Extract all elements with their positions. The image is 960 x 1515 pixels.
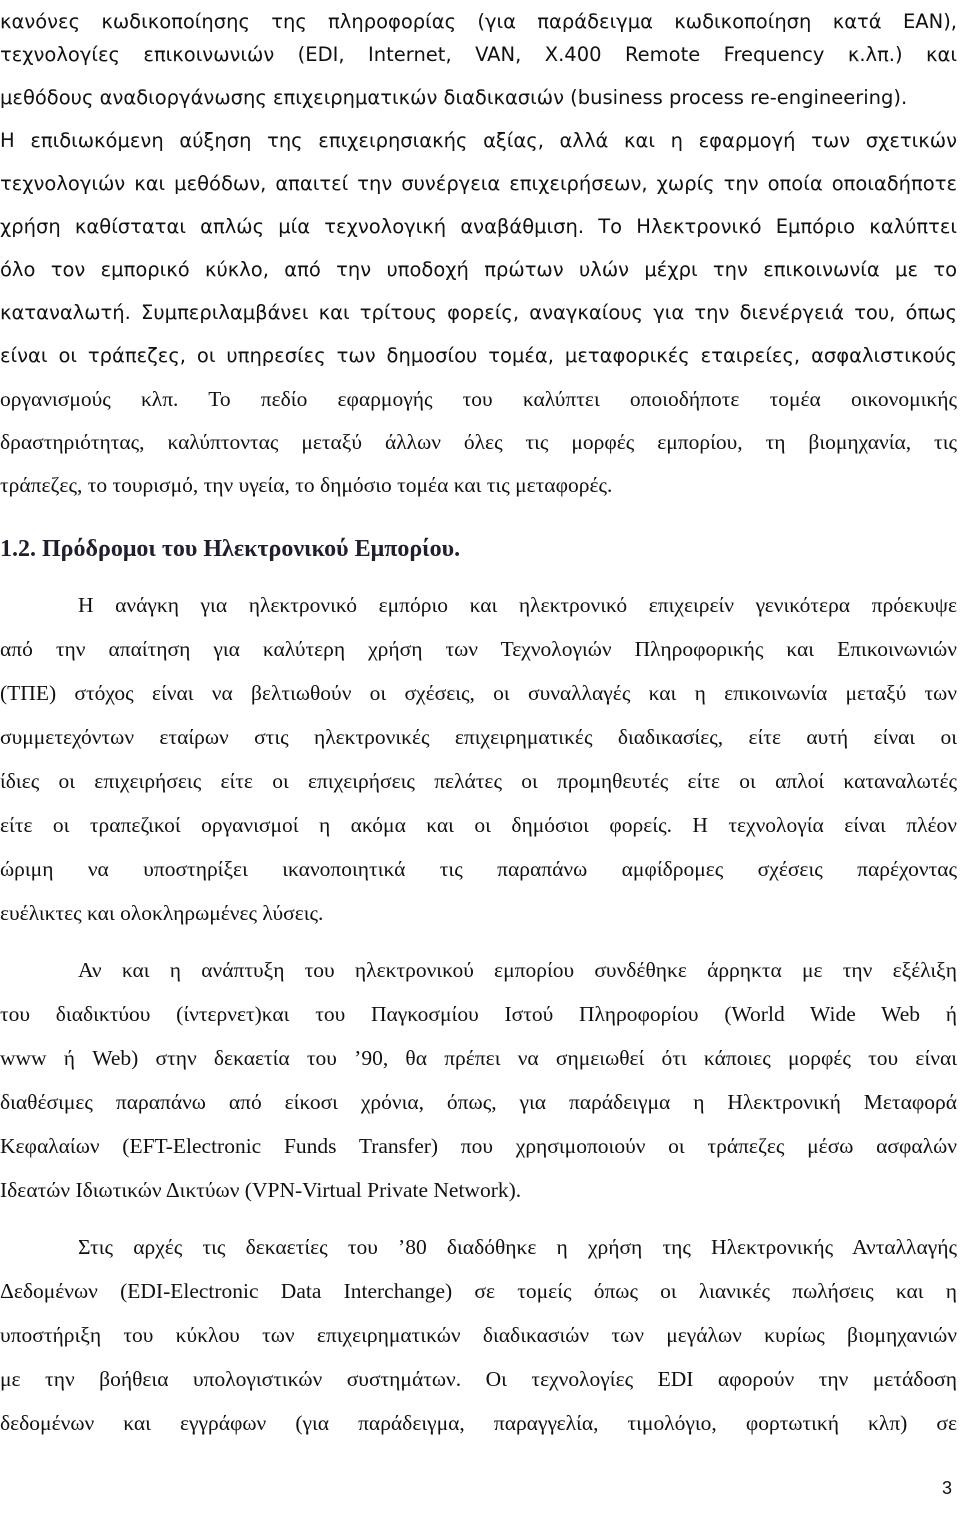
text-line: υποστήριξη του κύκλου των επιχειρηματικών διαδικασιών των μεγάλων κυρίως βιομηχανιών [0,1323,957,1347]
text-line: χρήση καθίσταται απλώς μία τεχνολογική αναβάθμιση. Το Ηλεκτρονικό Εμπόριο καλύπτει [0,215,957,238]
text-line: (ΤΠΕ) στόχος είναι να βελτιωθούν οι σχέσεις, οι συναλλαγές και η επικοινωνία μεταξύ των [0,681,957,705]
text-line: ευέλικτες και ολοκληρωμένες λύσεις. [0,901,324,925]
text-line: διαθέσιμες παραπάνω από είκοσι χρόνια, όπως, για παράδειγμα η Ηλεκτρονική Μεταφορά [0,1090,957,1114]
text-line: www ή Web) στην δεκαετία του ’90, θα πρέπει να σημειωθεί ότι κάποιες μορφές του είναι [0,1046,957,1070]
text-line: Δεδομένων (EDI-Electronic Data Interchange) σε τομείς όπως οι λιανικές πωλήσεις και η [0,1279,957,1303]
text-line: δεδομένων και εγγράφων (για παράδειγμα, παραγγελία, τιμολόγιο, φορτωτική κλπ) σε [0,1411,957,1435]
page-number: 3 [941,1478,952,1498]
text-line: τεχνολογίες επικοινωνιών (EDI, Internet, VAN, X.400 Remote Frequency κ.λπ.) και [0,43,957,66]
text-line: τεχνολογιών και μεθόδων, απαιτεί την συνέργεια επιχειρήσεων, χωρίς την οποία οποιαδήποτε [0,172,957,195]
text-line: Η επιδιωκόμενη αύξηση της επιχειρησιακής αξίας, αλλά και η εφαρμογή των σχετικών [0,129,957,152]
text-line: συμμετεχόντων εταίρων στις ηλεκτρονικές επιχειρηματικές διαδικασίες, είτε αυτή είναι οι [0,725,957,749]
text-line: όλο τον εμπορικό κύκλο, από την υποδοχή πρώτων υλών μέχρι την επικοινωνία με το [0,258,957,281]
text-line: τράπεζες, το τουρισμό, την υγεία, το δημόσιο τομέα και τις μεταφορές. [0,473,613,497]
text-line: Αν και η ανάπτυξη του ηλεκτρονικού εμπορίου συνδέθηκε άρρηκτα με την εξέλιξη [78,958,957,982]
text-line: Ιδεατών Ιδιωτικών Δικτύων (VPN-Virtual Private Network). [0,1178,522,1202]
text-line: καταναλωτή. Συμπεριλαμβάνει και τρίτους φορείς, αναγκαίους για την διενέργειά του, όπως [0,301,957,324]
text-line: είναι οι τράπεζες, οι υπηρεσίες των δημοσίου τομέα, μεταφορικές εταιρείες, ασφαλιστικούς [0,344,957,367]
text-line: ίδιες οι επιχειρήσεις είτε οι επιχειρήσεις πελάτες οι προμηθευτές είτε οι απλοί καταναλωτές [0,769,957,793]
text-line: οργανισμούς κλπ. Το πεδίο εφαρμογής του καλύπτει οποιοδήποτε τομέα οικονομικής [0,387,957,411]
section-heading: 1.2. Πρόδρομοι του Ηλεκτρονικού Εμπορίου. [0,536,461,562]
text-line: του διαδικτύου (ίντερνετ)και του Παγκοσμίου Ιστού Πληροφορίου (World Wide Web ή [0,1002,957,1026]
text-line: μεθόδους αναδιοργάνωσης επιχειρηματικών διαδικασιών (business process re-engineering). [0,86,908,109]
text-line: Κεφαλαίων (EFT-Electronic Funds Transfer) που χρησιμοποιούν οι τράπεζες μέσω ασφαλών [0,1134,957,1158]
text-line: Στις αρχές τις δεκαετίες του ’80 διαδόθηκε η χρήση της Ηλεκτρονικής Ανταλλαγής [78,1235,957,1259]
text-line: ώριμη να υποστηρίξει ικανοποιητικά τις παραπάνω αμφίδρομες σχέσεις παρέχοντας [0,857,957,881]
text-line: είτε οι τραπεζικοί οργανισμοί η ακόμα και οι δημόσιοι φορείς. Η τεχνολογία είναι πλέον [0,813,957,837]
text-line: από την απαίτηση για καλύτερη χρήση των Τεχνολογιών Πληροφορικής και Επικοινωνιών [0,637,957,661]
text-line: κανόνες κωδικοποίησης της πληροφορίας (για παράδειγμα κωδικοποίηση κατά EAN), [0,10,957,33]
text-line: δραστηριότητας, καλύπτοντας μεταξύ άλλων όλες τις μορφές εμπορίου, τη βιομηχανία, τις [0,430,957,454]
text-line: με την βοήθεια υπολογιστικών συστημάτων. Οι τεχνολογίες EDI αφορούν την μετάδοση [0,1367,957,1391]
text-line: Η ανάγκη για ηλεκτρονικό εμπόριο και ηλεκτρονικό επιχειρείν γενικότερα πρόεκυψε [78,593,957,617]
